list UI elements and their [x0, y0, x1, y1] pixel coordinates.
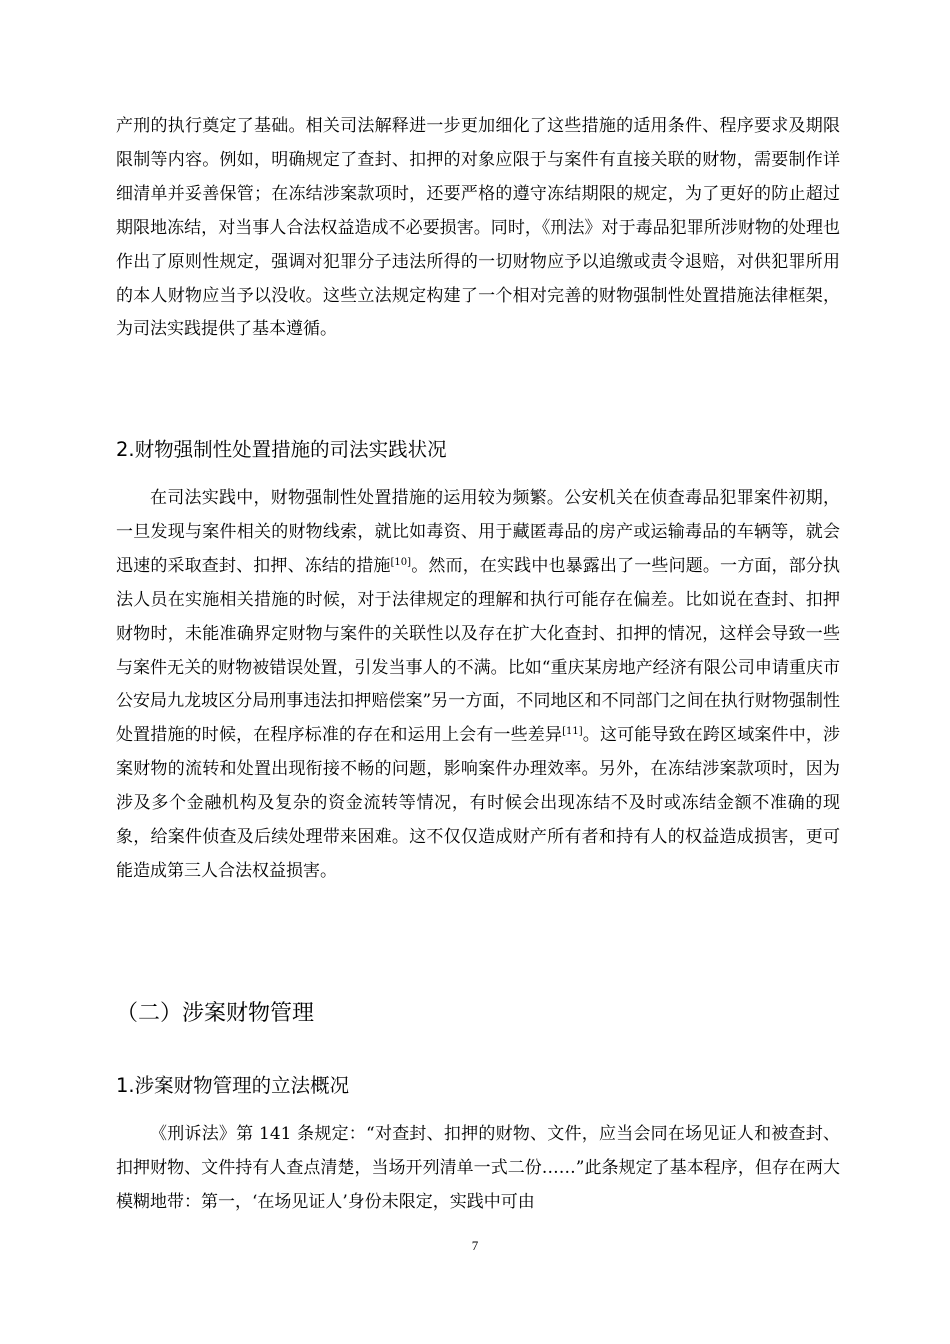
citation-11: [11]: [562, 726, 583, 738]
subsection-heading-legislation-overview: 1.涉案财物管理的立法概况: [116, 1074, 350, 1097]
citation-10: [10]: [390, 556, 412, 568]
body-paragraph-legislation: 产刑的执行奠定了基础。相关司法解释进一步更加细化了这些措施的适用条件、程序要求及期限限制等内容。例如，明确规定了查封、扣押的对象应限于与案件有直接关联的财物，需要制作详细清单并妥善保管；在冻结涉案款项时，还要严格的遵守冻结期限的规定，为了更好的防止超过期限地冻结，对当事人合法权益造成不必要损害。同时，《刑法》对于毒品犯罪所涉财物的处理也作出了原则性规定，强调对犯罪分子违法所得的一切财物应予以追缴或责令退赔，对供犯罪所用的本人财物应当予以没收。这些立法规定构建了一个相对完善的财物强制性处置措施法律框架，为司法实践提供了基本遵循。: [116, 116, 840, 340]
body-paragraph-article-141: 《刑诉法》第 141 条规定：“对查封、扣押的财物、文件，应当会同在场见证人和被查封、扣押财物、文件持有人查点清楚，当场开列清单一式二份……”此条规定了基本程序，但存在两大模糊地带：第一，‘在场见证人’身份未限定，实践中可由: [116, 1124, 840, 1212]
practice-text-part-1: 在司法实践中，财物强制性处置措施的运用较为频繁。公安机关在侦查毒品犯罪案件初期，一旦发现与案件相关的财物线索，就比如毒资、用于藏匿毒品的房产或运输毒品的车辆等，就会迅速的采取查封、扣押、冻结的措施: [116, 488, 840, 576]
section-heading-property-management: （二）涉案财物管理: [116, 1001, 315, 1026]
subsection-heading-judicial-practice: 2.财物强制性处置措施的司法实践状况: [116, 438, 447, 461]
practice-text-part-2: 。然而，在实践中也暴露出了一些问题。一方面，部分执法人员在实施相关措施的时候，对于法律规定的理解和执行可能存在偏差。比如说在查封、扣押财物时，未能准确界定财物与案件的关联性以及存在扩大化查封、扣押的情况，这样会导致一些与案件无关的财物被错误处置，引发当事人的不满。比如“重庆某房地产经济有限公司申请重庆市公安局九龙坡区分局刑事违法扣押赔偿案”另一方面，不同地区和不同部门之间在执行财物强制性处置措施的时候，在程序标准的存在和运用上会有一些差异: [116, 555, 841, 746]
practice-text-part-3: 。这可能导致在跨区域案件中，涉案财物的流转和处置出现衔接不畅的问题，影响案件办理效率。另外，在冻结涉案款项时，因为涉及多个金融机构及复杂的资金流转等情况，有时候会出现冻结不及时或冻结金额不准确的现象，给案件侦查及后续处理带来困难。这不仅仅造成财产所有者和持有人的权益造成损害，更可能造成第三人合法权益损害。: [116, 725, 841, 881]
body-paragraph-judicial-practice: [116, 482, 840, 889]
page-number: 7: [471, 1238, 479, 1253]
